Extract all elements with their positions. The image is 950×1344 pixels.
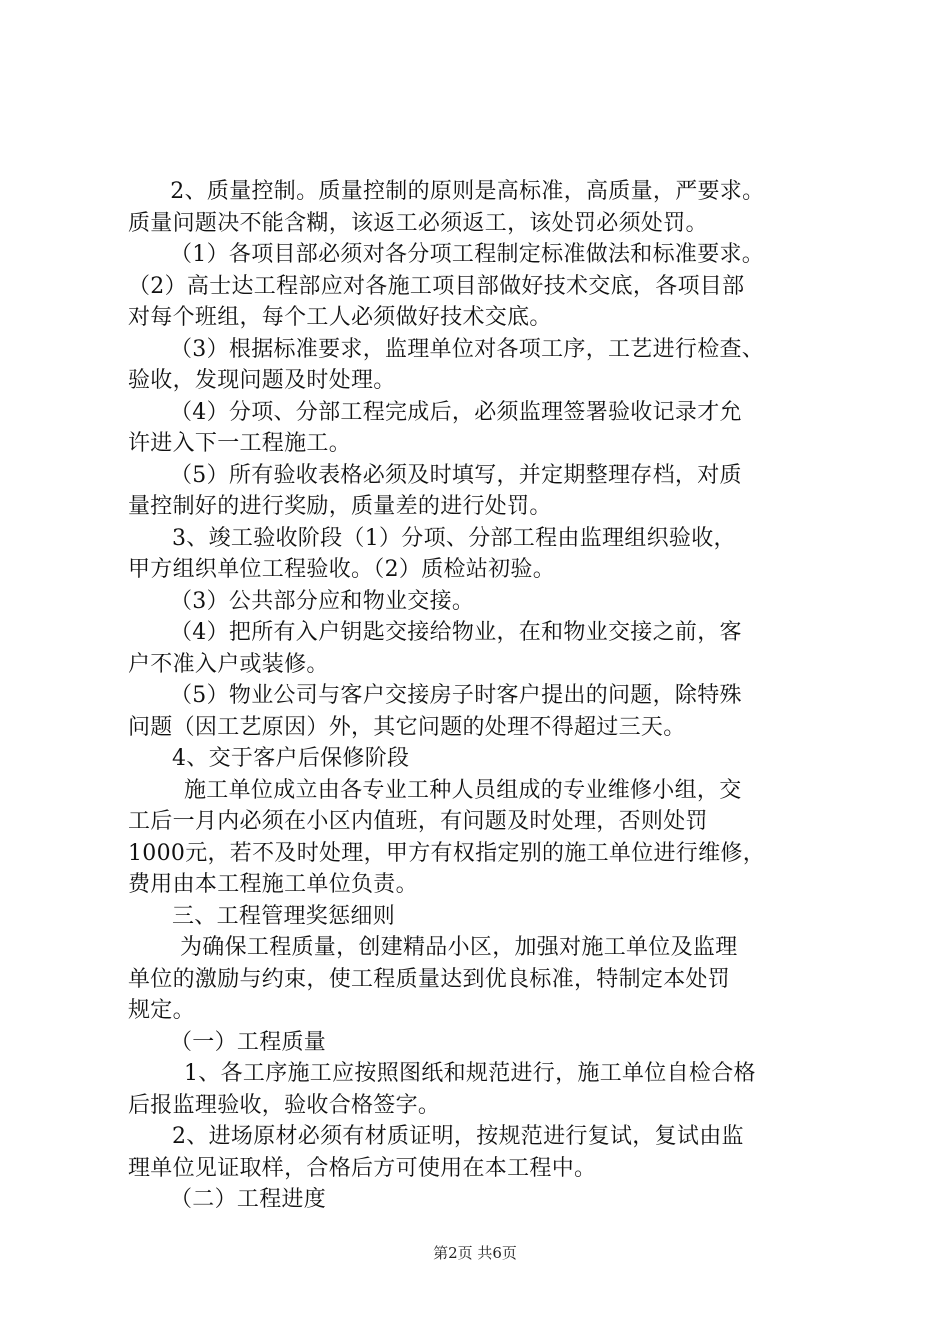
text-line: 理单位见证取样，合格后方可使用在本工程中。 xyxy=(128,1155,597,1181)
text-line: 验收，发现问题及时处理。 xyxy=(128,368,396,393)
text-line: 户不准入户或装修。 xyxy=(128,651,329,677)
page-footer: 第2页 共6页 xyxy=(433,1244,517,1262)
text-line: 2、进场原材必须有材质证明，按规范进行复试，复试由监 xyxy=(172,1124,744,1149)
text-line: （5）所有验收表格必须及时填写，并定期整理存档，对质 xyxy=(170,462,742,488)
text-line: 费用由本工程施工单位负责。 xyxy=(128,872,418,897)
text-line: 规定。 xyxy=(128,998,195,1023)
text-line: （一）工程质量 xyxy=(170,1029,327,1055)
text-line: 1000元，若不及时处理，甲方有权指定别的施工单位进行维修， xyxy=(128,840,765,866)
text-line: 问题（因工艺原因）外，其它问题的处理不得超过三天。 xyxy=(128,714,686,740)
text-line: 单位的激励与约束，使工程质量达到优良标准，特制定本处罚 xyxy=(128,966,731,992)
text-line: 3、竣工验收阶段（1）分项、分部工程由监理组织验收， xyxy=(172,525,736,551)
text-line: （3）根据标准要求，监理单位对各项工序，工艺进行检查、 xyxy=(170,336,765,362)
text-line: （4）分项、分部工程完成后，必须监理签署验收记录才允 xyxy=(170,399,742,425)
text-line: （3）公共部分应和物业交接。 xyxy=(170,588,475,614)
text-line: 对每个班组，每个工人必须做好技术交底。 xyxy=(128,305,552,330)
text-line: 许进入下一工程施工。 xyxy=(128,431,352,456)
text-line: 2、质量控制。质量控制的原则是高标准，高质量，严要求。 xyxy=(148,179,765,204)
text-line: 三、工程管理奖惩细则 xyxy=(172,903,396,929)
text-line: （4）把所有入户钥匙交接给物业，在和物业交接之前，客 xyxy=(170,620,742,645)
document-body xyxy=(128,176,836,1216)
text-line: 后报监理验收，验收合格签字。 xyxy=(128,1092,441,1118)
text-line: （2）高士达工程部应对各施工项目部做好技术交底，各项目部 xyxy=(128,273,745,299)
text-line: （5）物业公司与客户交接房子时客户提出的问题，除特殊 xyxy=(170,683,742,708)
text-line: 4、交于客户后保修阶段 xyxy=(172,746,410,771)
text-line: 为确保工程质量，创建精品小区，加强对施工单位及监理 xyxy=(180,935,738,960)
text-line: 量控制好的进行奖励，质量差的进行处罚。 xyxy=(128,494,552,519)
text-line: 工后一月内必须在小区内值班，有问题及时处理，否则处罚 xyxy=(128,809,708,834)
text-line: 1、各工序施工应按照图纸和规范进行，施工单位自检合格 xyxy=(184,1061,756,1086)
text-line: （1）各项目部必须对各分项工程制定标准做法和标准要求。 xyxy=(170,242,765,267)
text-line: 施工单位成立由各专业工种人员组成的专业维修小组，交 xyxy=(184,777,742,803)
text-line: 甲方组织单位工程验收。（2）质检站初验。 xyxy=(128,557,555,582)
text-line: （二）工程进度 xyxy=(170,1187,327,1212)
text-line: 质量问题决不能含糊，该返工必须返工，该处罚必须处罚。 xyxy=(128,210,708,236)
